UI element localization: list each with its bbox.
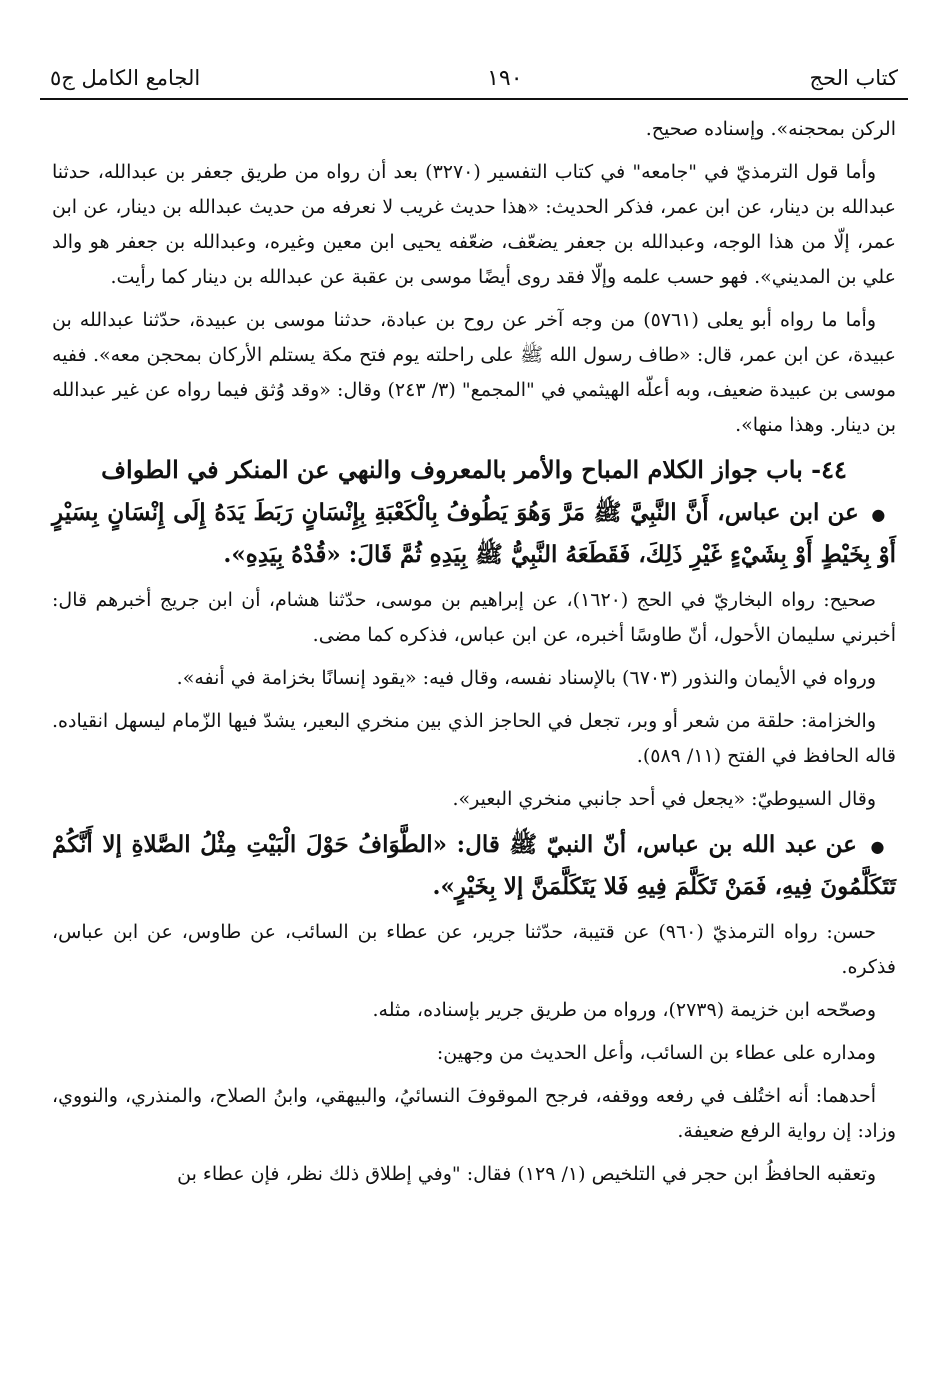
hadith-body: عن ابن عباس، أَنَّ النَّبِيَّ ﷺ مَرَّ وَهُوَ يَطُوفُ بِالْكَعْبَةِ بِإِنْسَانٍ رَبَطَ يَدَهُ إِلَى إِنْسَانٍ بِسَيْرٍ أَوْ بِخَيْطٍ أَوْ بِشَيْءٍ غَيْرِ ذَلِكَ، فَقَطَعَهُ النَّبِيُّ ﷺ بِيَدِهِ ثُمَّ قَالَ: «قُدْهُ بِيَدِهِ».	[52, 499, 896, 568]
hadith-text	[52, 493, 896, 575]
paragraph: ورواه في الأيمان والنذور (٦٧٠٣) بالإسناد نفسه، وقال فيه: «يقود إنسانًا بخزامة في أنفه».	[176, 667, 876, 689]
paragraph: أحدهما: أنه اختُلف في رفعه ووقفه، فرجح الموقوفَ النسائيُ، والبيهقي، وابنُ الصلاح، والمنذري، والنووي، وزاد: إن رواية الرفع ضعيفة.	[52, 1085, 896, 1142]
paragraph: الركن بمحجنه». وإسناده صحيح.	[645, 118, 896, 140]
bullet-icon: ●	[871, 505, 887, 524]
paragraph: ومداره على عطاء بن السائب، وأعل الحديث من وجهين:	[436, 1042, 876, 1064]
paragraph: وأما ما رواه أبو يعلى (٥٧٦١) من وجه آخر عن روح بن عبادة، حدثنا موسى بن عبيدة، حدّثنا عبدالله بن عبيدة، عن ابن عمر، قال: «طاف رسول الله ﷺ على راحلته يوم فتح مكة يستلم الأركان بمحجن معه». ففيه موسى بن عبيدة ضعيف، وبه أعلّه الهيثمي في "المجمع" (٣/ ٢٤٣) وقال: «وقد وُثق فيما رواه عن غير عبدالله بن دينار. وهذا منها».	[52, 309, 896, 436]
header-volume-title: الجامع الكامل ج٥	[50, 66, 201, 90]
paragraph: حسن: رواه الترمذيّ (٩٦٠) عن قتيبة، حدّثنا جرير، عن عطاء بن السائب، عن طاوس، عن ابن عباس، فذكره.	[52, 921, 896, 978]
hadith-body: عن عبد الله بن عباس، أنّ النبيّ ﷺ قال: «الطَّوَافُ حَوْلَ الْبَيْتِ مِثْلُ الصَّلاةِ إلا أَنَّكُمْ تَتَكَلَّمُونَ فِيهِ، فَمَنْ تَكَلَّمَ فِيهِ فَلا يَتَكَلَّمَنَّ إلا بِخَيْرٍ».	[52, 831, 896, 900]
page-header	[40, 58, 908, 100]
paragraph: صحيح: رواه البخاريّ في الحج (١٦٢٠)، عن إبراهيم بن موسى، حدّثنا هشام، أن ابن جريج أخبرهم قال: أخبرني سليمان الأحول، أنّ طاوسًا أخبره، عن ابن عباس، فذكره كما مضى.	[52, 589, 896, 646]
paragraph: والخزامة: حلقة من شعر أو وبر، تجعل في الحاجز الذي بين منخري البعير، يشدّ فيها الزّمام ليسهل انقياده. قاله الحافظ في الفتح (١١/ ٥٨٩).	[52, 710, 896, 767]
paragraph: وأما قول الترمذيّ في "جامعه" في كتاب التفسير (٣٢٧٠) بعد أن رواه من طريق جعفر بن عبدالله، حدثنا عبدالله بن دينار، عن ابن عمر، فذكر الحديث: «هذا حديث غريب لا نعرفه من حديث عبدالله بن دينار، عن ابن عمر، إلّا من هذا الوجه، وعبدالله بن جعفر يضعّف، ضعّفه يحيى ابن معين وغيره، وعبدالله بن جعفر هو والد علي بن المديني». فهو حسب علمه وإلّا فقد روى أيضًا موسى بن عقبة عن عبدالله بن دينار كما رأيت.	[52, 161, 896, 288]
paragraph: وقال السيوطيّ: «يجعل في أحد جانبي منخري البعير».	[452, 788, 876, 810]
page-number: ١٩٠	[487, 65, 523, 91]
paragraph: وصحّحه ابن خزيمة (٢٧٣٩)، ورواه من طريق جرير بإسناده، مثله.	[372, 999, 876, 1021]
chapter-heading: ٤٤- باب جواز الكلام المباح والأمر بالمعروف والنهي عن المنكر في الطواف	[101, 455, 847, 484]
bullet-icon: ●	[870, 837, 886, 856]
header-book-title: كتاب الحج	[809, 66, 898, 90]
hadith-text	[52, 825, 896, 907]
paragraph: وتعقبه الحافظُ ابن حجر في التلخيص (١/ ١٢٩) فقال: "وفي إطلاق ذلك نظر، فإن عطاء بن	[177, 1163, 876, 1185]
page-body	[52, 112, 896, 1200]
